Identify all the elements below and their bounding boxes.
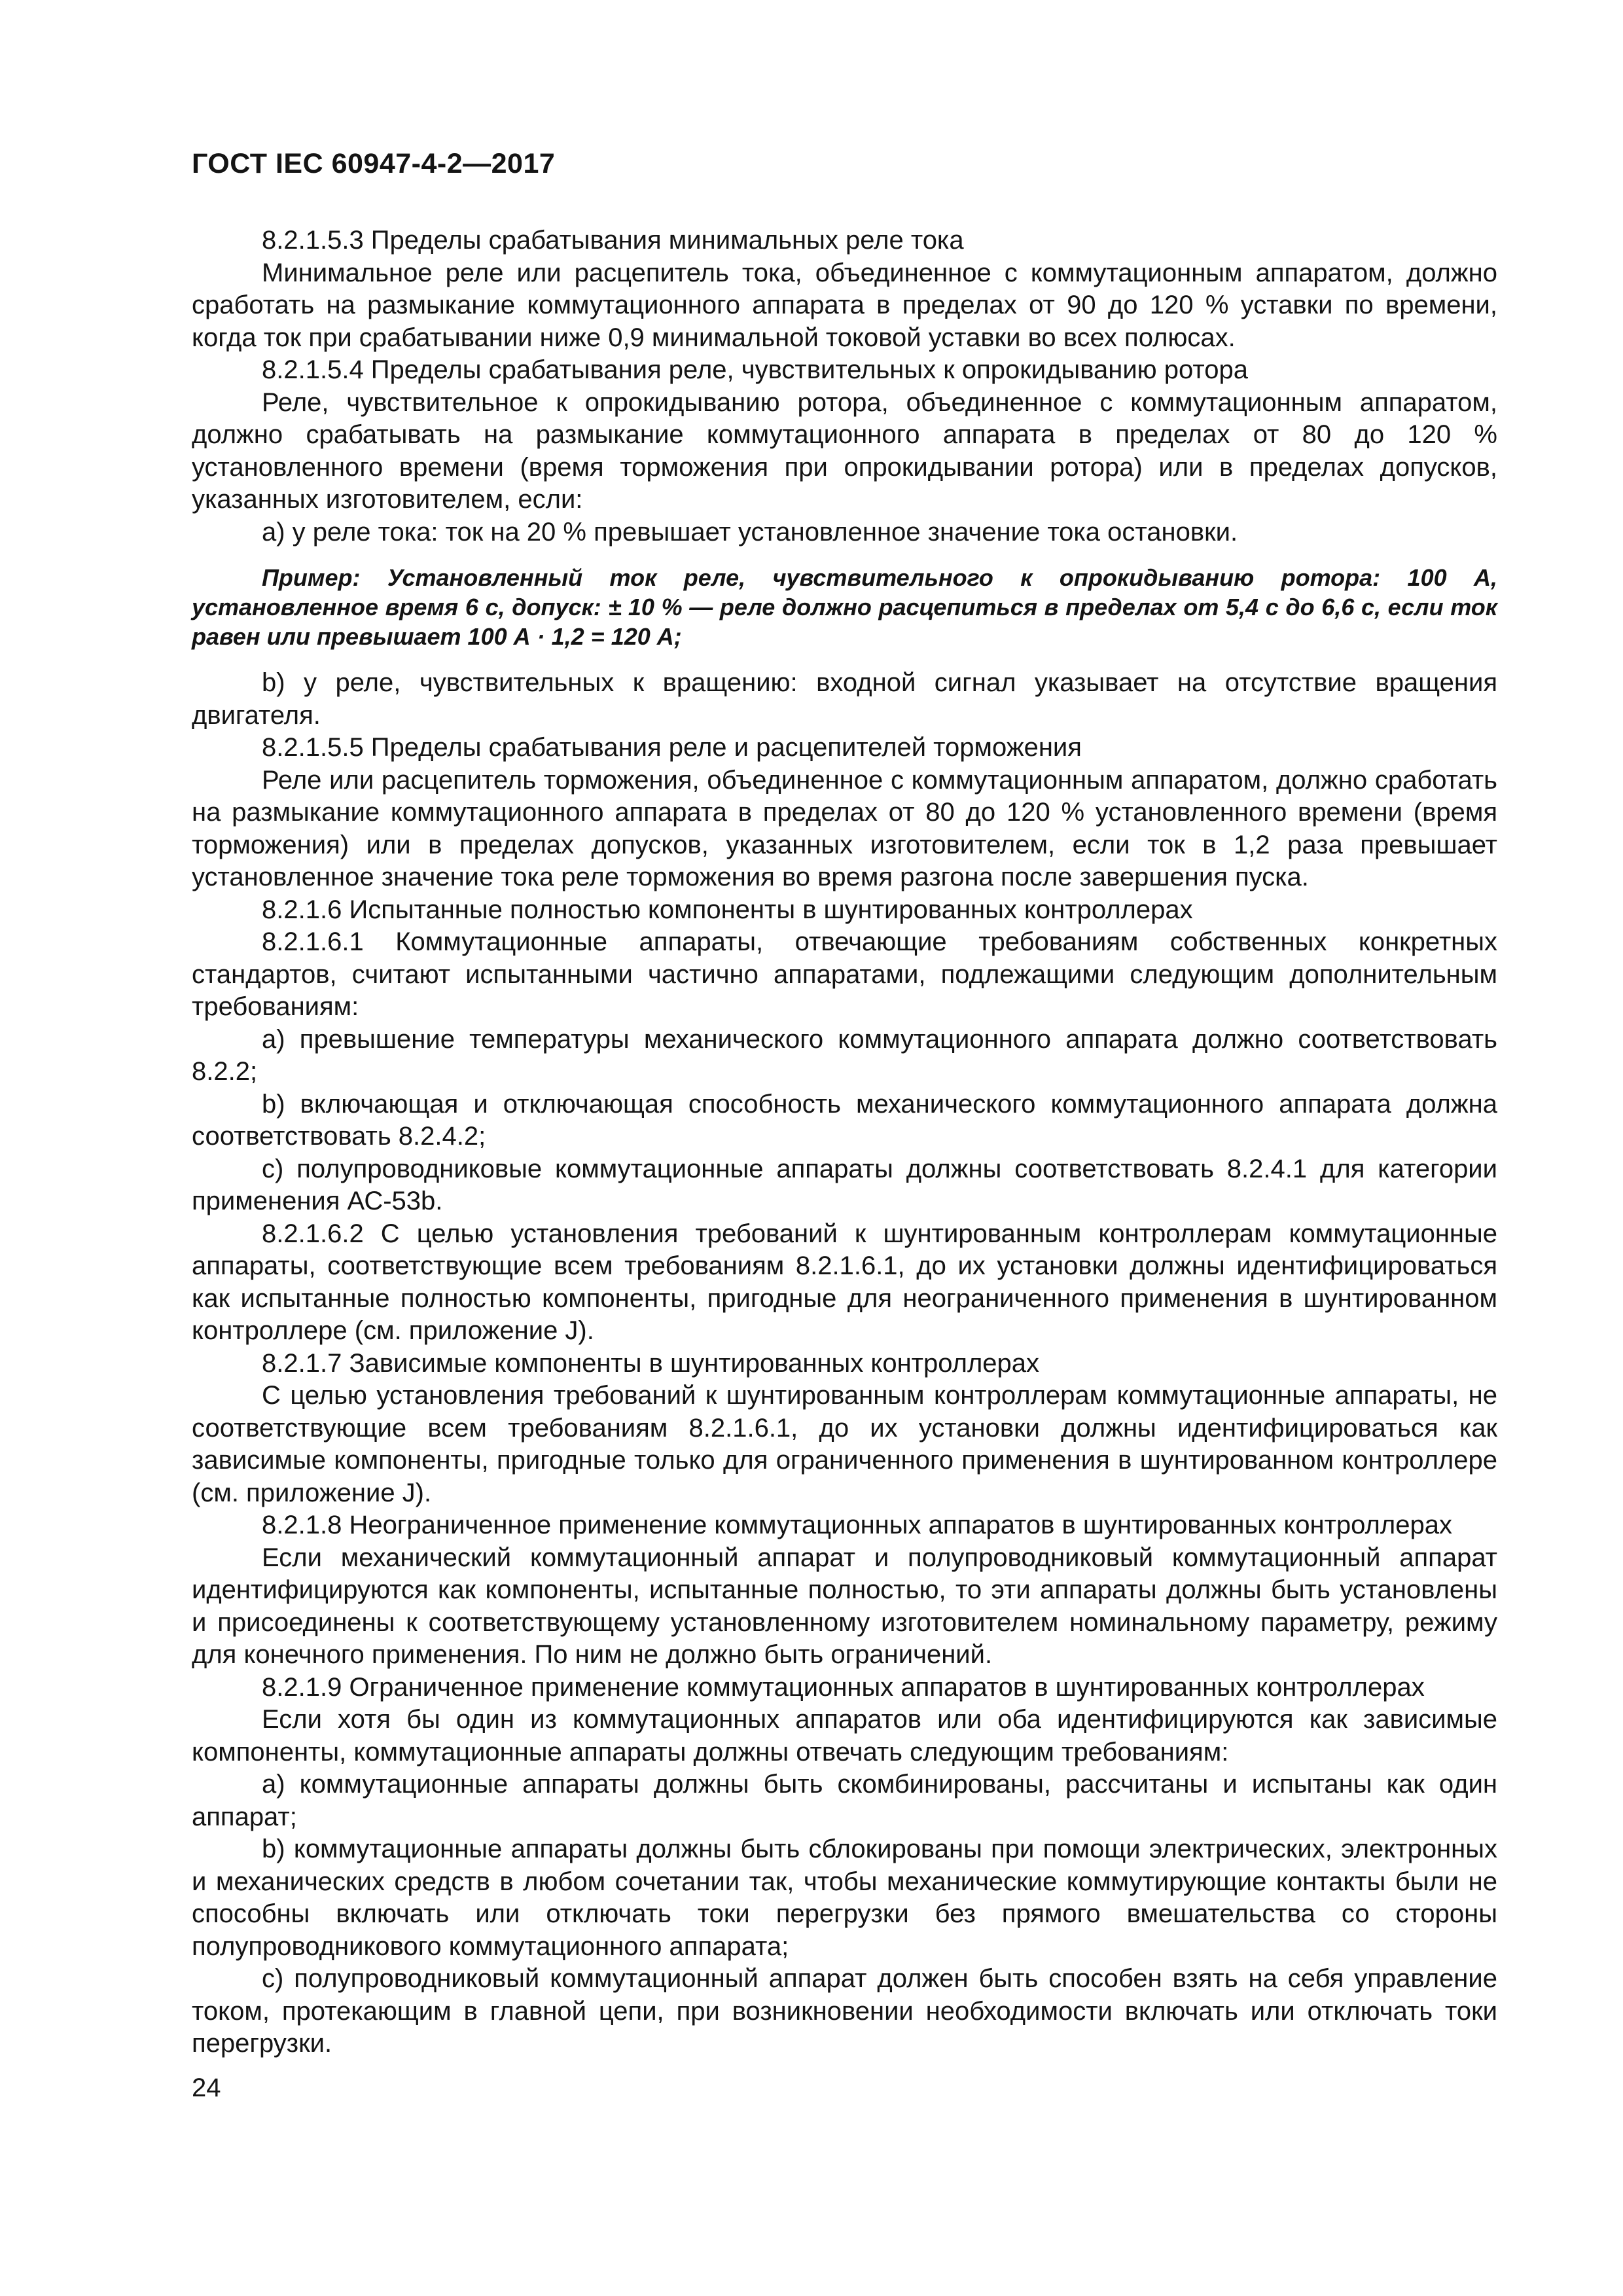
clause-8-2-1-6-2: 8.2.1.6.2 С целью установления требований к шунтированным контроллерам коммутационные аппараты, соответствующие всем требованиям 8.2.1.6.1, до их установки должны идентифицироваться как испытанные полностью компоненты, пригодные для неограниченного применения в шунтированном контроллере (см. приложение J). [192, 1219, 1497, 1345]
list-item-a: а) у реле тока: ток на 20 % превышает установленное значение тока остановки. [262, 517, 1238, 547]
paragraph: Если хотя бы один из коммутационных аппаратов или оба идентифицируются как зависимые компоненты, коммутационные аппараты должны отвечать следующим требованиям: [192, 1705, 1497, 1767]
clause-heading-8-2-1-5-3: 8.2.1.5.3 Пределы срабатывания минимальных реле тока [262, 226, 964, 255]
standard-code-header: ГОСТ IEC 60947-4-2—2017 [192, 148, 556, 179]
clause-heading-8-2-1-8: 8.2.1.8 Неограниченное применение коммутационных аппаратов в шунтированных контроллерах [262, 1511, 1452, 1539]
list-item-c: c) полупроводниковый коммутационный аппарат должен быть способен взять на себя управление током, протекающим в главной цепи, при возникновении необходимости включать или отключать токи перегрузки. [192, 1964, 1497, 2058]
list-item-c: c) полупроводниковые коммутационные аппараты должны соответствовать 8.2.4.1 для категории применения АС-53b. [192, 1154, 1497, 1215]
page-number: 24 [192, 2073, 221, 2102]
clause-heading-8-2-1-5-4: 8.2.1.5.4 Пределы срабатывания реле, чувствительных к опрокидыванию ротора [262, 355, 1249, 384]
paragraph: Если механический коммутационный аппарат и полупроводниковый коммутационный аппарат идентифицируются как компоненты, испытанные полностью, то эти аппараты должны быть установлены и присоединены к соответствующему установленному изготовителем номинальному параметру, режиму для конечного применения. По ним не должно быть ограничений. [192, 1543, 1497, 1669]
list-item-b: b) включающая и отключающая способность механического коммутационного аппарата должна соответствовать 8.2.4.2; [192, 1089, 1497, 1151]
clause-heading-8-2-1-9: 8.2.1.9 Ограниченное применение коммутационных аппаратов в шунтированных контроллерах [262, 1672, 1425, 1702]
paragraph: Реле или расцепитель торможения, объединенное с коммутационным аппаратом, должно сработать на размыкание коммутационного аппарата в пределах от 80 до 120 % установленного времени (время торможения) или в пределах допусков, указанных изготовителем, если ток в 1,2 раза превышает установленное значение тока реле торможения во время разгона после завершения пуска. [192, 765, 1497, 891]
clause-8-2-1-6-1: 8.2.1.6.1 Коммутационные аппараты, отвечающие требованиям собственных конкретных стандартов, считают испытанными частично аппаратами, подлежащими следующим дополнительным требованиям: [192, 927, 1497, 1021]
body-text [192, 224, 1497, 2060]
paragraph: Реле, чувствительное к опрокидыванию ротора, объединенное с коммутационным аппаратом, должно срабатывать на размыкание коммутационного аппарата в пределах от 80 до 120 % установленного времени (время торможения при опрокидывании ротора) или в пределах допусков, указанных изготовителем, если: [192, 387, 1497, 514]
list-item-b: b) у реле, чувствительных к вращению: входной сигнал указывает на отсутствие вращения двигателя. [192, 668, 1497, 730]
example-note: Пример: Установленный ток реле, чувствительного к опрокидыванию ротора: 100 А, установленное время 6 с, допуск: ± 10 % — реле должно расцепиться в пределах от 5,4 с до 6,6 с, если ток равен или превышает 100 А · 1,2 = 120 А; [192, 564, 1497, 650]
paragraph: Минимальное реле или расцепитель тока, объединенное с коммутационным аппаратом, должно сработать на размыкание коммутационного аппарата в пределах от 90 до 120 % уставки по времени, когда ток при срабатывании ниже 0,9 минимальной токовой уставки во всех полюсах. [192, 258, 1497, 352]
list-item-a: a) превышение температуры механического коммутационного аппарата должно соответствовать 8.2.2; [192, 1024, 1497, 1086]
clause-heading-8-2-1-6: 8.2.1.6 Испытанные полностью компоненты в шунтированных контроллерах [262, 895, 1193, 924]
paragraph: С целью установления требований к шунтированным контроллерам коммутационные аппараты, не соответствующие всем требованиям 8.2.1.6.1, до их установки должны идентифицироваться как зависимые компоненты, пригодные только для ограниченного применения в шунтированном контроллере (см. приложение J). [192, 1381, 1497, 1507]
list-item-b: b) коммутационные аппараты должны быть сблокированы при помощи электрических, электронных и механических средств в любом сочетании так, чтобы механические коммутирующие контакты были не способны включать или отключать токи перегрузки без прямого вмешательства со стороны полупроводникового коммутационного аппарата; [192, 1835, 1497, 1961]
clause-heading-8-2-1-5-5: 8.2.1.5.5 Пределы срабатывания реле и расцепителей торможения [262, 733, 1082, 762]
list-item-a: a) коммутационные аппараты должны быть скомбинированы, рассчитаны и испытаны как один аппарат; [192, 1770, 1497, 1831]
clause-heading-8-2-1-7: 8.2.1.7 Зависимые компоненты в шунтированных контроллерах [262, 1348, 1040, 1378]
